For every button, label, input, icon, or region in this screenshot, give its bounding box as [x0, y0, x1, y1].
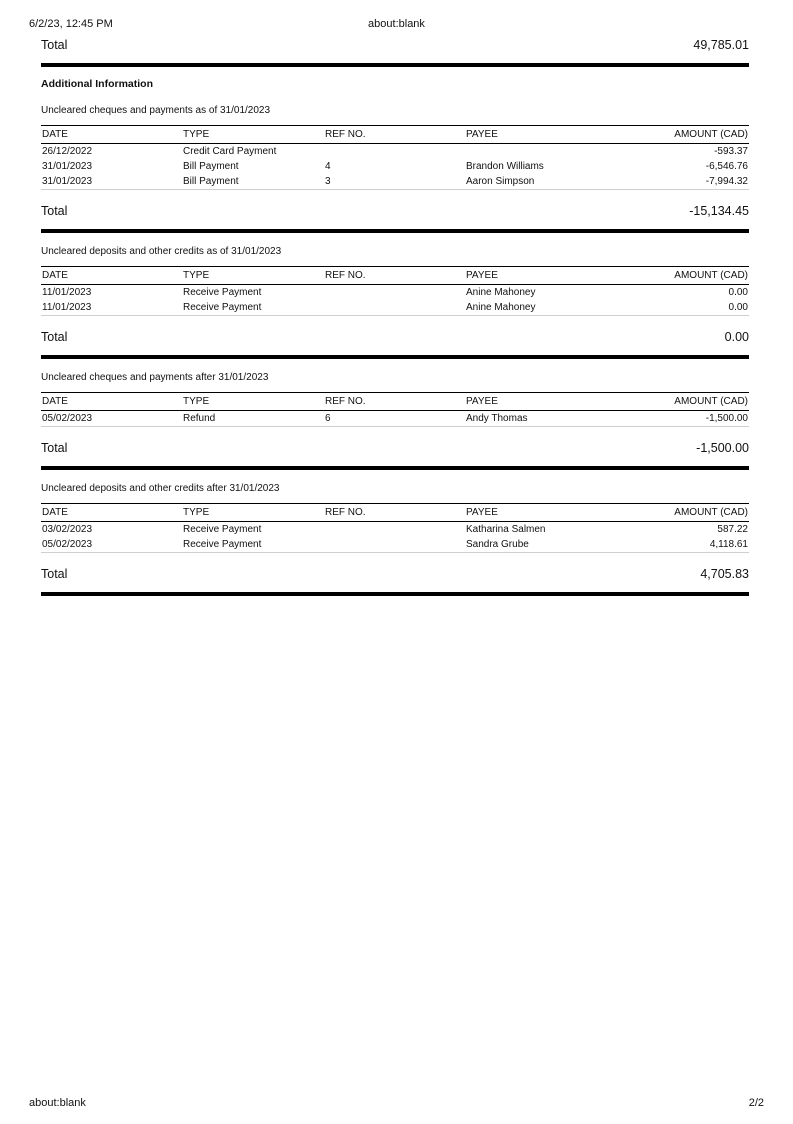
top-total-row: [41, 36, 749, 54]
column-header-payee: PAYEE: [465, 126, 607, 144]
cell-amount: -6,546.76: [705, 161, 748, 172]
column-header-amount: AMOUNT (CAD): [607, 267, 749, 285]
total-label: Total: [41, 204, 68, 218]
cell-ref: [324, 285, 465, 301]
cell-payee: Sandra Grube: [465, 537, 607, 553]
column-header-type: TYPE: [182, 267, 324, 285]
section-total-row: [41, 328, 749, 346]
table-row: [41, 522, 749, 538]
total-amount: 4,705.83: [700, 567, 749, 581]
uncleared-sections: [41, 105, 749, 596]
table-header-row: [41, 504, 749, 522]
section-title: Uncleared deposits and other credits as of 31/01/2023: [41, 246, 282, 257]
cell-date: 11/01/2023: [42, 287, 92, 298]
section-title: Uncleared deposits and other credits after 31/01/2023: [41, 483, 280, 494]
cell-amount: 4,118.61: [607, 537, 749, 553]
column-header-type: TYPE: [182, 504, 324, 522]
uncleared-section: [41, 483, 749, 596]
transactions-table: [41, 266, 749, 316]
table-row: [41, 144, 749, 160]
cell-amount: 587.22: [717, 524, 748, 535]
column-header-date: DATE: [41, 504, 182, 522]
column-header-type: TYPE: [182, 393, 324, 411]
column-header-type: TYPE: [182, 126, 324, 144]
table-row: [41, 411, 749, 427]
cell-payee: [465, 144, 607, 160]
cell-type: Receive Payment: [183, 287, 262, 298]
column-header-amount: AMOUNT (CAD): [607, 126, 749, 144]
print-title: about:blank: [368, 18, 425, 30]
uncleared-section: [41, 105, 749, 233]
cell-payee: Anine Mahoney: [466, 287, 536, 298]
cell-date: 11/01/2023: [41, 300, 182, 316]
cell-type: Refund: [182, 411, 324, 427]
cell-payee: Anine Mahoney: [465, 300, 607, 316]
table-header-row: [41, 393, 749, 411]
table-row: [41, 300, 749, 316]
cell-amount: -7,994.32: [607, 174, 749, 190]
cell-amount: -1,500.00: [607, 411, 749, 427]
transactions-table: [41, 392, 749, 427]
section-title: Uncleared cheques and payments as of 31/01/2023: [41, 105, 271, 116]
column-header-amount: AMOUNT (CAD): [607, 393, 749, 411]
cell-date: 26/12/2022: [42, 146, 93, 157]
cell-ref: 4: [325, 161, 331, 172]
additional-information-heading: Additional Information: [41, 78, 153, 90]
cell-date: 03/02/2023: [42, 524, 93, 535]
cell-amount: 0.00: [728, 287, 748, 298]
cell-ref: [324, 522, 465, 538]
column-header-payee: PAYEE: [465, 504, 607, 522]
column-header-ref: REF NO.: [324, 267, 465, 285]
uncleared-section: [41, 246, 749, 359]
cell-amount: 0.00: [607, 300, 749, 316]
total-divider: [41, 63, 749, 67]
total-divider: [41, 466, 749, 470]
column-header-payee: PAYEE: [465, 267, 607, 285]
table-header-row: [41, 267, 749, 285]
total-label: Total: [41, 330, 68, 344]
total-amount: -1,500.00: [696, 441, 749, 455]
cell-payee: Katharina Salmen: [466, 524, 546, 535]
cell-payee: Brandon Williams: [466, 161, 544, 172]
cell-ref: 3: [324, 174, 465, 190]
column-header-date: DATE: [41, 267, 182, 285]
page-number: 2/2: [748, 1097, 764, 1109]
print-url: about:blank: [29, 1097, 86, 1109]
total-divider: [41, 355, 749, 359]
column-header-date: DATE: [41, 393, 182, 411]
total-amount: 0.00: [724, 330, 749, 344]
table-row: [41, 159, 749, 174]
table-header-row: [41, 126, 749, 144]
section-total-row: [41, 439, 749, 457]
cell-payee: Andy Thomas: [465, 411, 607, 427]
print-header: [29, 18, 764, 32]
section-total-row: [41, 202, 749, 220]
total-divider: [41, 592, 749, 596]
column-header-amount: AMOUNT (CAD): [607, 504, 749, 522]
column-header-date: DATE: [41, 126, 182, 144]
report-content: [41, 36, 749, 596]
cell-type: Credit Card Payment: [183, 146, 277, 157]
cell-date: 31/01/2023: [42, 161, 93, 172]
column-header-ref: REF NO.: [324, 126, 465, 144]
total-divider: [41, 229, 749, 233]
cell-date: 05/02/2023: [41, 537, 182, 553]
cell-date: 31/01/2023: [41, 174, 182, 190]
cell-type: Receive Payment: [182, 300, 324, 316]
cell-type: Receive Payment: [183, 524, 262, 535]
cell-type: Bill Payment: [183, 161, 239, 172]
total-amount: 49,785.01: [693, 38, 749, 52]
cell-amount: -593.37: [714, 146, 748, 157]
cell-ref: [324, 537, 465, 553]
column-header-ref: REF NO.: [324, 504, 465, 522]
table-row: [41, 285, 749, 301]
cell-type: Receive Payment: [182, 537, 324, 553]
section-total-row: [41, 565, 749, 583]
print-footer: [29, 1097, 764, 1111]
cell-payee: Aaron Simpson: [465, 174, 607, 190]
total-label: Total: [41, 567, 68, 581]
cell-ref: 6: [324, 411, 465, 427]
total-label: Total: [41, 441, 68, 455]
uncleared-section: [41, 372, 749, 470]
cell-ref: [324, 144, 465, 160]
cell-ref: [324, 300, 465, 316]
column-header-payee: PAYEE: [465, 393, 607, 411]
column-header-ref: REF NO.: [324, 393, 465, 411]
section-title: Uncleared cheques and payments after 31/01/2023: [41, 372, 269, 383]
cell-date: 05/02/2023: [41, 411, 182, 427]
total-label: Total: [41, 38, 68, 52]
table-row: [41, 174, 749, 190]
total-amount: -15,134.45: [689, 204, 749, 218]
transactions-table: [41, 125, 749, 190]
table-row: [41, 537, 749, 553]
transactions-table: [41, 503, 749, 553]
cell-type: Bill Payment: [182, 174, 324, 190]
print-datetime: 6/2/23, 12:45 PM: [29, 18, 113, 30]
